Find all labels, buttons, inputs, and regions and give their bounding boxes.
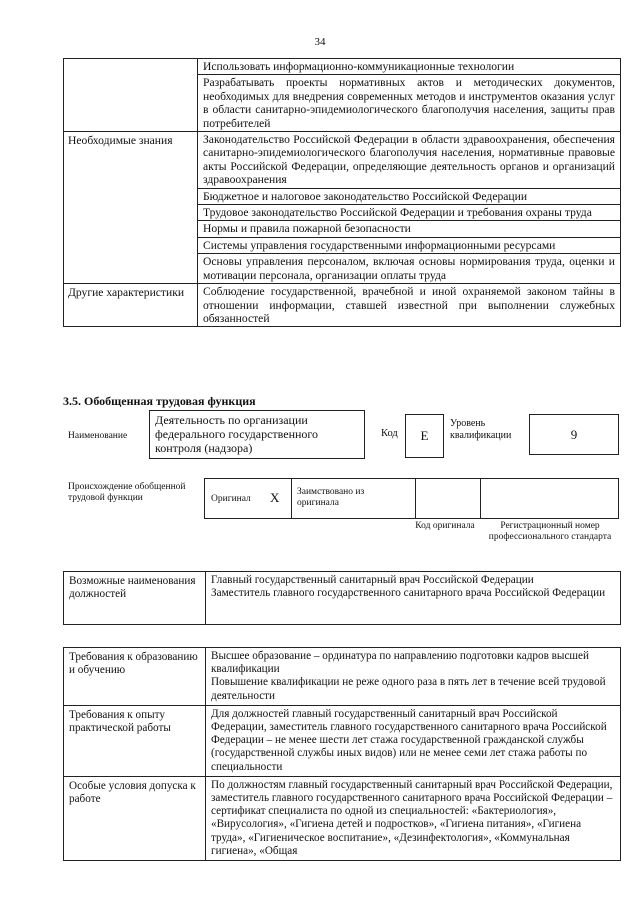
education-label: Требования к образованию и обучению [64, 648, 206, 706]
table-row [64, 572, 621, 625]
name-label: Наименование [68, 431, 128, 441]
knowledge-cell: Трудовое законодательство Российской Федерации и требования охраны труда [198, 205, 621, 221]
level-label: Уровень квалификации [450, 418, 512, 441]
table-row [64, 284, 621, 327]
empty-label-cell [64, 59, 198, 132]
knowledge-cell: Основы управления персоналом, включая основы нормирования труда, оценки и мотивации персонала, организации оплаты труда [198, 254, 621, 284]
special-label: Особые условия допуска к работе [64, 776, 206, 860]
experience-cell: Для должностей главный государственный санитарный врач Российской Федерации, заместитель главного государственного санитарного врача Российской Федерации – не менее шести лет стажа государственной гражданской службы (государственной службы иных видов) или не менее семи лет стажа работы по специальности [206, 705, 621, 776]
level-value: 9 [529, 414, 619, 455]
education-item: Повышение квалификации не реже одного раза в пять лет в течение всей трудовой деятельности [211, 676, 606, 702]
other-cell: Соблюдение государственной, врачебной и иной охраняемой законом тайны в отношении информации, ставшей известной при выполнении служебных обязанностей [198, 284, 621, 327]
skill-cell: Разрабатывать проекты нормативных актов и методических документов, необходимых для внедрения современных методов и инструментов оказания услуг в области санитарно-эпидемиологического благополучия населения, защиты прав потребителей [198, 75, 621, 132]
special-cell: По должностям главный государственный санитарный врач Российской Федерации, заместитель главного государственного санитарного врача Российской Федерации – сертификат специалиста по одной из специальностей: «Бактериология», «Вирусология», «Гигиена детей и подростков», «Гигиена питания», «Гигиена труда», «Гигиеническое воспитание», «Дезинфектология», «Коммунальная гигиена», «Общая [206, 776, 621, 860]
education-item: Высшее образование – ординатура по направлению подготовки кадров высшей квалификации [211, 650, 589, 676]
name-value: Деятельность по организации федерального государственного контроля (надзора) [149, 410, 365, 459]
knowledge-cell: Законодательство Российской Федерации в области здравоохранения, обеспечения санитарно-эпидемиологического благополучия населения, нормативные правовые акты Российской Федерации, определяющие деятельность органов и организаций здравоохранения [198, 132, 621, 189]
competency-table [63, 58, 621, 327]
reg-caption: Регистрационный номер профессионального стандарта [488, 521, 612, 542]
code-label: Код [381, 428, 398, 439]
other-label: Другие характеристики [64, 284, 198, 327]
skill-cell: Использовать информационно-коммуникационные технологии [198, 59, 621, 75]
table-row [64, 776, 621, 860]
divider [291, 479, 292, 518]
table-row [64, 705, 621, 776]
table-row [64, 132, 621, 189]
page-number: 34 [314, 36, 326, 48]
borrowed-label: Заимствовано из оригинала [297, 487, 365, 508]
original-mark: X [270, 490, 280, 505]
experience-label: Требования к опыту практической работы [64, 705, 206, 776]
knowledge-cell: Нормы и правила пожарной безопасности [198, 221, 621, 237]
table-row [64, 59, 621, 75]
divider [480, 479, 481, 518]
knowledge-cell: Бюджетное и налоговое законодательство Российской Федерации [198, 188, 621, 204]
knowledge-label: Необходимые знания [64, 132, 198, 284]
positions-label: Возможные наименования должностей [64, 572, 206, 625]
table-row [64, 648, 621, 706]
position-item: Заместитель главного государственного санитарного врача Российской Федерации [211, 587, 606, 600]
requirements-table [63, 647, 621, 861]
divider [415, 479, 416, 518]
code-value: E [405, 414, 444, 458]
code-caption: Код оригинала [415, 521, 475, 531]
education-cell [206, 648, 621, 706]
original-label: Оригинал [211, 494, 251, 504]
positions-table [63, 571, 621, 625]
section-title: 3.5. Обобщенная трудовая функция [63, 394, 256, 408]
origin-label: Происхождение обобщенной трудовой функции [68, 482, 186, 503]
origin-box [204, 478, 619, 519]
knowledge-cell: Системы управления государственными информационными ресурсами [198, 237, 621, 253]
position-item: Главный государственный санитарный врач Российской Федерации [211, 574, 534, 586]
positions-cell [206, 572, 621, 625]
